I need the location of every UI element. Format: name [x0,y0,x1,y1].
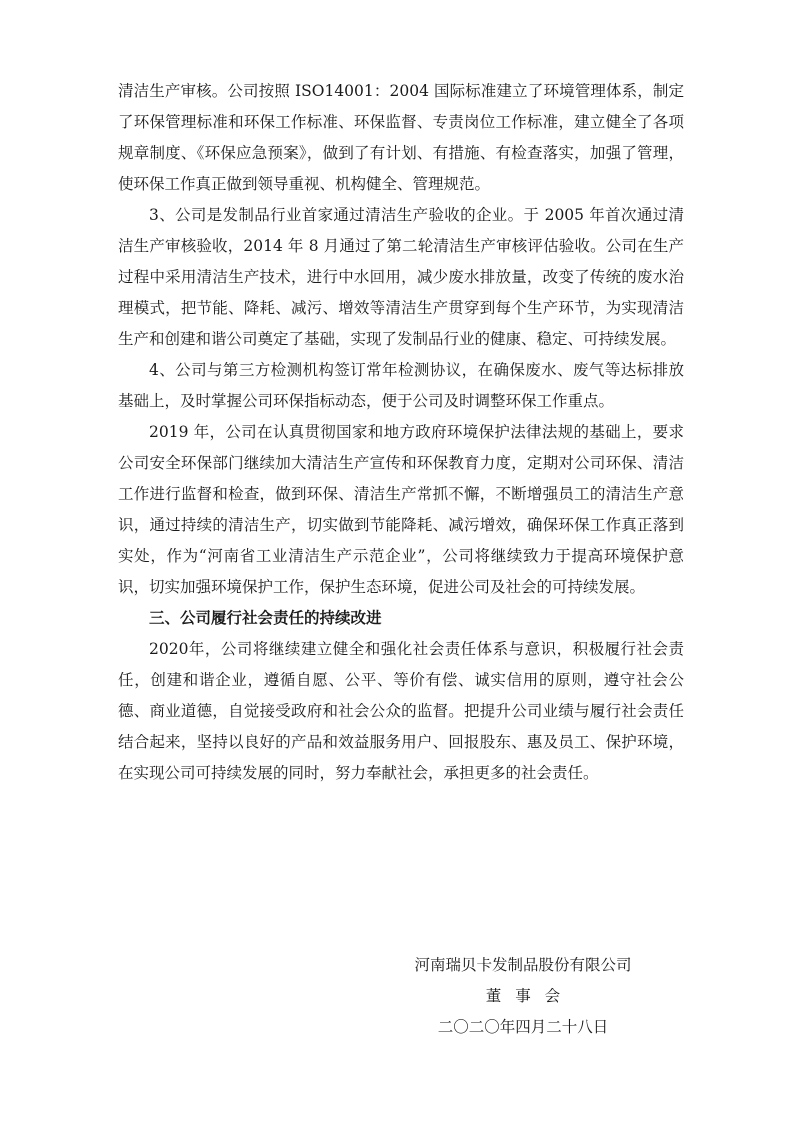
paragraph-2020-plan: 2020年，公司将继续建立健全和强化社会责任体系与意识，积极履行社会责任，创建和谐企业，遵循自愿、公平、等价有偿、诚实信用的原则，遵守社会公德、商业道德，自觉接受政府和社会公众的监督。把提升公司业绩与履行社会责任结合起来，坚持以良好的产品和效益服务用户、回报股东、惠及员工、保护环境，在实现公司可持续发展的同时，努力奉献社会，承担更多的社会责任。 [118,640,684,782]
paragraph-continued: 清洁生产审核。公司按照 ISO14001：2004 国际标准建立了环境管理体系，制定了环保管理标准和环保工作标准、环保监督、专责岗位工作标准，建立健全了各项规章制度、《环保应急预案》，做到了有计划、有措施、有检查落实，加强了管理，使环保工作真正做到领导重视、机构健全、管理规范。 [118,82,684,193]
signature-company: 河南瑞贝卡发制品股份有限公司 [414,956,632,974]
paragraph-2019-summary: 2019 年，公司在认真贯彻国家和地方政府环境保护法律法规的基础上，要求公司安全环保部门继续加大清洁生产宣传和环保教育力度，定期对公司环保、清洁工作进行监督和检查，做到环保、清洁生产常抓不懈，不断增强员工的清洁生产意识，通过持续的清洁生产，切实做到节能降耗、减污增效，确保环保工作真正落到实处，作为“河南省工业清洁生产示范企业”，公司将继续致力于提高环境保护意识，切实加强环境保护工作，保护生态环境，促进公司及社会的可持续发展。 [118,423,684,596]
signature-board: 董事会 [485,987,575,1005]
section-heading: 三、公司履行社会责任的持续改进 [149,609,382,627]
paragraph-item-3: 3、公司是发制品行业首家通过清洁生产验收的企业。于 2005 年首次通过清洁生产审核验收，2014 年 8 月通过了第二轮清洁生产审核评估验收。公司在生产过程中采用清洁生产技术，进行中水回用，减少废水排放量，改变了传统的废水治理模式，把节能、降耗、减污、增效等清洁生产贯穿到每个生产环节，为实现清洁生产和创建和谐公司奠定了基础，实现了发制品行业的健康、稳定、可持续发展。 [118,206,684,348]
signature-block [393,950,653,1043]
signature-date: 二〇二〇年四月二十八日 [437,1018,609,1036]
document-body [118,76,684,789]
paragraph-item-4: 4、公司与第三方检测机构签订常年检测协议，在确保废水、废气等达标排放基础上，及时掌握公司环保指标动态，便于公司及时调整环保工作重点。 [118,361,684,410]
